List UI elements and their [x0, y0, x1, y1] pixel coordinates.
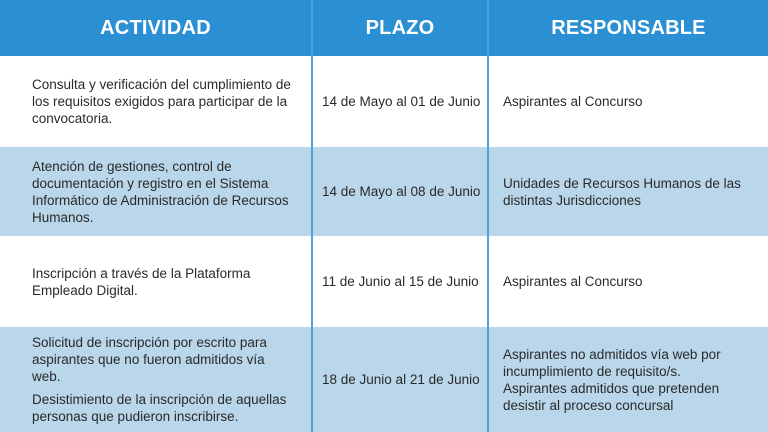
row-2-actividad: [0, 147, 311, 236]
row-1-responsable: [487, 56, 768, 147]
row-1-plazo: 14 de Mayo al 01 de Junio: [311, 56, 487, 147]
row-4-actividad: [0, 327, 311, 432]
row-4-actividad-text-2: Desistimiento de la inscripción de aquellas personas que pudieron inscribirse.: [32, 392, 287, 424]
row-1-responsable-text: Aspirantes al Concurso: [503, 94, 643, 109]
row-2-responsable-text: Unidades de Recursos Humanos de las distintas Jurisdicciones: [503, 175, 741, 208]
row-3-actividad: [0, 236, 311, 327]
row-4-plazo: 18 de Junio al 21 de Junio: [311, 327, 487, 432]
row-2-responsable: [487, 147, 768, 236]
row-2-plazo: 14 de Mayo al 08 de Junio: [311, 147, 487, 236]
row-3-responsable: [487, 236, 768, 327]
row-1-actividad: [0, 56, 311, 147]
header-plazo: PLAZO: [311, 0, 487, 56]
header-actividad: ACTIVIDAD: [0, 0, 311, 56]
row-2-actividad-text: Atención de gestiones, control de documentación y registro en el Sistema Informático de Administración de Recursos Humanos.: [32, 158, 289, 225]
row-1-actividad-text: Consulta y verificación del cumplimiento de los requisitos exigidos para participar de la convocatoria.: [32, 77, 291, 126]
row-3-responsable-text: Aspirantes al Concurso: [503, 274, 643, 289]
row-4-actividad-text-1: Solicitud de inscripción por escrito para aspirantes que no fueron admitidos vía web.: [32, 335, 267, 384]
row-4-responsable-text-2: Aspirantes admitidos que pretenden desistir al proceso concursal: [503, 380, 720, 413]
row-3-actividad-text: Inscripción a través de la Plataforma Empleado Digital.: [32, 265, 251, 298]
row-3-plazo: 11 de Junio al 15 de Junio: [311, 236, 487, 327]
row-4-responsable: [487, 327, 768, 432]
header-responsable: RESPONSABLE: [487, 0, 768, 56]
row-4-responsable-text-1: Aspirantes no admitidos vía web por incumplimiento de requisito/s.: [503, 346, 721, 379]
